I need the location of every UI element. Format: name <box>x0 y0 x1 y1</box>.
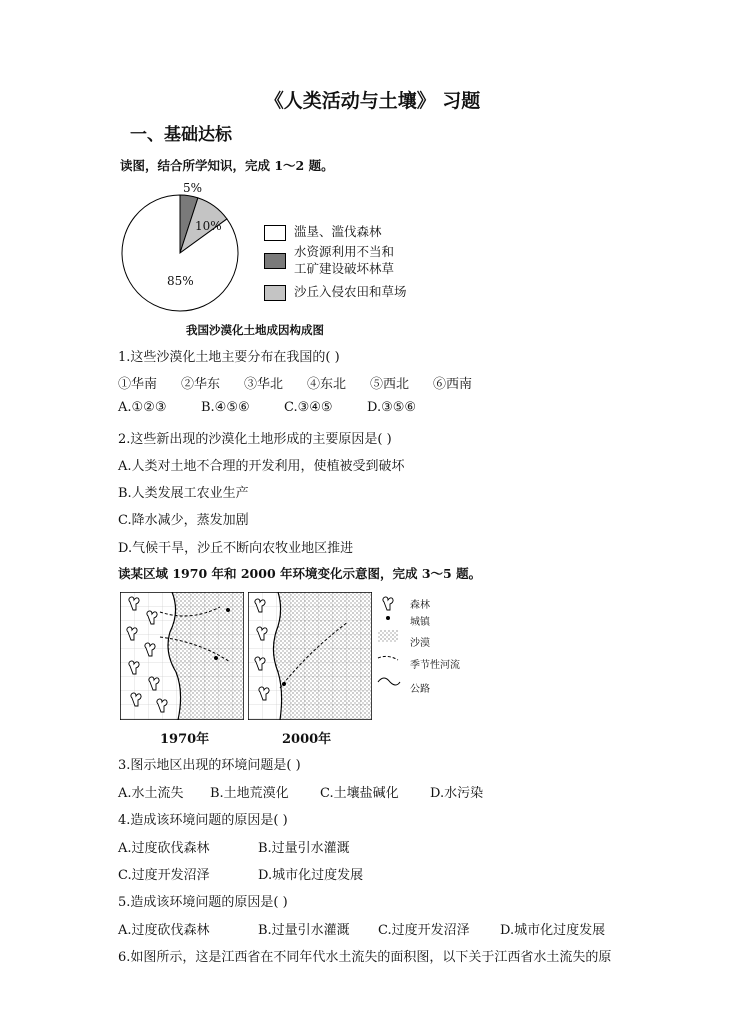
q1-region-1: ①华南 <box>118 377 158 392</box>
section-heading: 一、基础达标 <box>130 125 232 145</box>
q1-region-4: ④东北 <box>307 377 347 392</box>
pie-label-10: 10% <box>195 219 222 233</box>
question-5: 5.造成该环境问题的原因是( ) <box>118 895 288 910</box>
q1-region-2: ②华东 <box>181 377 221 392</box>
legend-swatch-white <box>264 225 286 241</box>
intro-text-1: 读图，结合所学知识，完成 1～2 题。 <box>120 158 334 173</box>
q1-option-c: C.③④⑤ <box>284 400 333 415</box>
map-legend-river: 季节性河流 <box>410 660 460 671</box>
question-3: 3.图示地区出现的环境问题是( ) <box>118 758 301 773</box>
legend-text-3: 沙丘入侵农田和草场 <box>294 284 407 299</box>
q4-option-b: B.过量引水灌溉 <box>258 841 350 856</box>
q1-option-b: B.④⑤⑥ <box>201 400 250 415</box>
pie-label-85: 85% <box>167 274 194 288</box>
pie-caption: 我国沙漠化土地成因构成图 <box>186 323 324 337</box>
pie-chart <box>118 180 248 320</box>
question-4: 4.造成该环境问题的原因是( ) <box>118 813 288 828</box>
map-legend-road: 公路 <box>410 684 430 695</box>
map-caption-1970: 1970年 <box>160 732 210 747</box>
legend-text-2b: 工矿建设破坏林草 <box>294 261 395 276</box>
question-6: 6.如图所示，这是江西省在不同年代水土流失的面积图，以下关于江西省水土流失的原 <box>118 950 612 965</box>
town-icon <box>386 616 390 620</box>
map-2000 <box>248 592 372 720</box>
road-icon <box>378 678 400 685</box>
map-legend-desert: 沙漠 <box>410 638 430 649</box>
q3-option-d: D.水污染 <box>430 786 484 801</box>
q1-option-d: D.③⑤⑥ <box>367 400 417 415</box>
legend-text-1: 滥垦、滥伐森林 <box>294 224 382 239</box>
q1-region-5: ⑤西北 <box>370 377 410 392</box>
q1-region-3: ③华北 <box>244 377 284 392</box>
q2-option-a: A.人类对土地不合理的开发利用，使植被受到破坏 <box>118 459 405 474</box>
q3-option-c: C.土壤盐碱化 <box>320 786 399 801</box>
q4-option-d: D.城市化过度发展 <box>258 868 364 883</box>
q4-option-a: A.过度砍伐森林 <box>118 841 210 856</box>
q2-option-c: C.降水减少，蒸发加剧 <box>118 513 249 528</box>
map-legend-symbols <box>376 594 406 694</box>
question-1: 1.这些沙漠化土地主要分布在我国的( ) <box>118 350 340 365</box>
river-icon <box>378 656 398 660</box>
q5-option-a: A.过度砍伐森林 <box>118 923 210 938</box>
q2-option-d: D.气候干旱，沙丘不断向农牧业地区推进 <box>118 541 354 556</box>
map-1970 <box>120 592 244 720</box>
intro-text-2: 读某区域 1970 年和 2000 年环境变化示意图，完成 3～5 题。 <box>118 566 482 581</box>
legend-swatch-light <box>264 285 286 301</box>
q3-option-a: A.水土流失 <box>118 786 184 801</box>
desert-swatch <box>378 630 398 642</box>
page-title: 《人类活动与土壤》 习题 <box>264 90 481 112</box>
q2-option-b: B.人类发展工农业生产 <box>118 486 249 501</box>
map-legend-forest: 森林 <box>410 600 430 611</box>
pie-label-5: 5% <box>183 181 203 195</box>
q4-option-c: C.过度开发沼泽 <box>118 868 210 883</box>
map-caption-2000: 2000年 <box>282 732 332 747</box>
q5-option-c: C.过度开发沼泽 <box>378 923 470 938</box>
forest-icon <box>383 597 393 610</box>
legend-text-2a: 水资源利用不当和 <box>294 244 395 259</box>
legend-swatch-dark <box>264 253 286 269</box>
q1-option-a: A.①②③ <box>118 400 167 415</box>
q1-region-6: ⑥西南 <box>433 377 473 392</box>
map-legend-town: 城镇 <box>410 617 430 628</box>
q3-option-b: B.土地荒漠化 <box>210 786 289 801</box>
q5-option-d: D.城市化过度发展 <box>500 923 606 938</box>
question-2: 2.这些新出现的沙漠化土地形成的主要原因是( ) <box>118 432 392 447</box>
q5-option-b: B.过量引水灌溉 <box>258 923 350 938</box>
